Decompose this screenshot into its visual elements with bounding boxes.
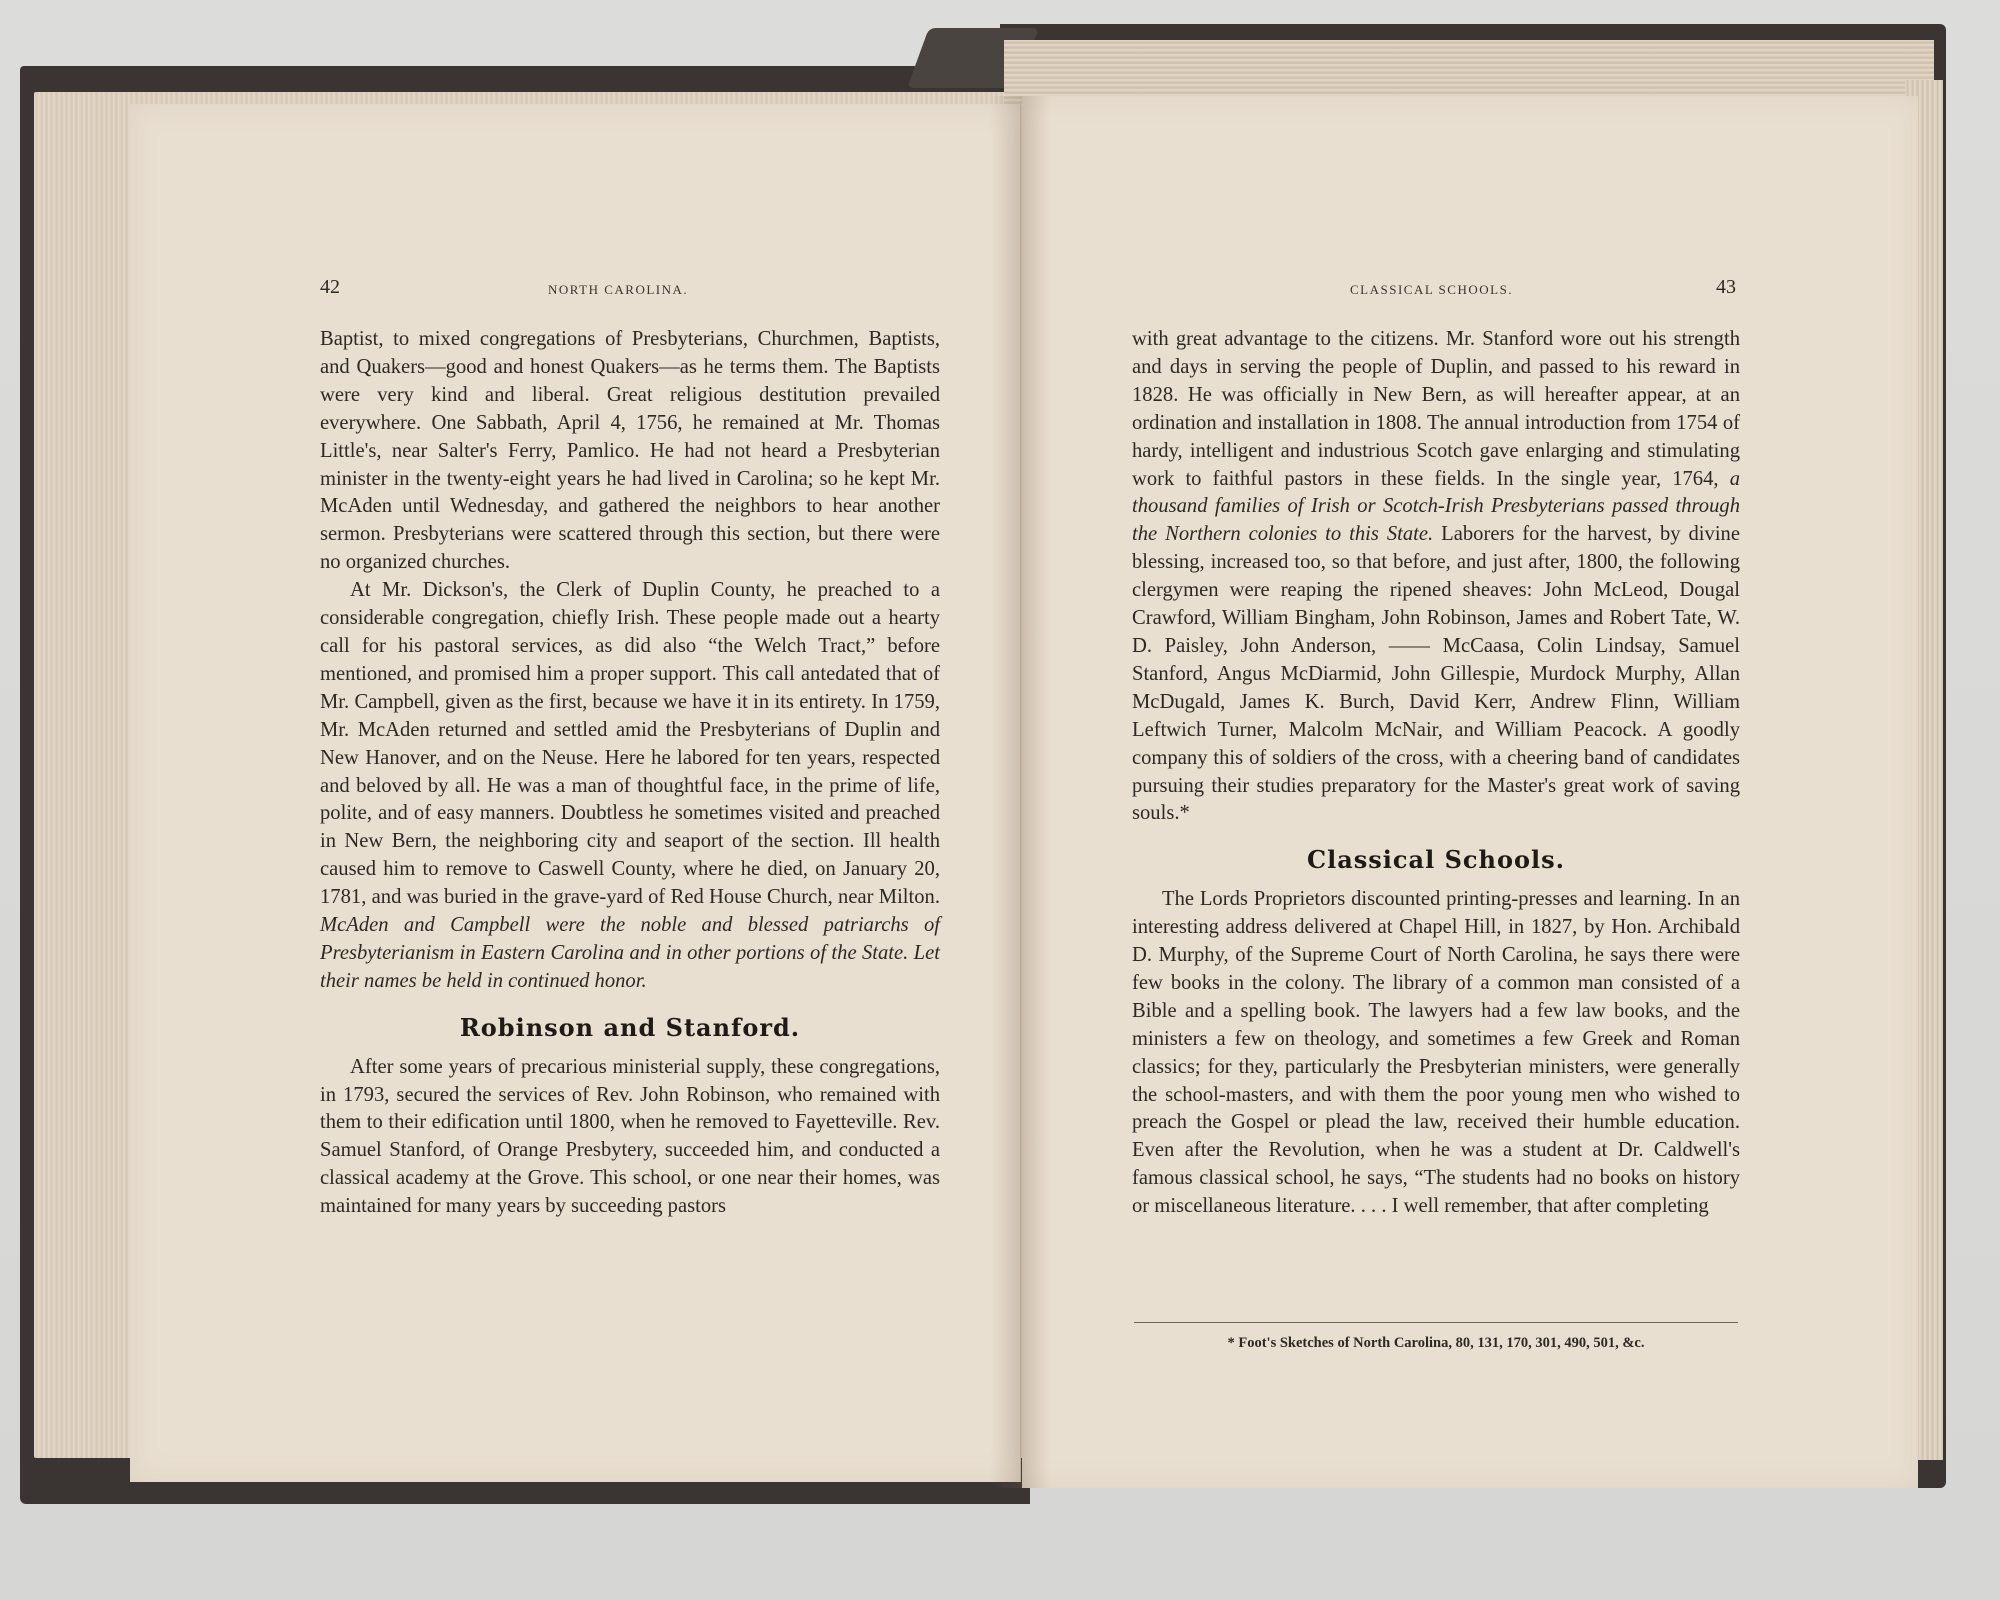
left-paragraph-3: After some years of precarious ministerial supply, these congregations, in 1793, secured the services of Rev. John Robinson, who remained with them to their edification until 1800, when he removed to Fayetteville. Rev. Samuel Stanford, of Orange Presbytery, succeeded him, and conducted a classical academy at the Grove. This school, or one near their homes, was maintained for many years by succeeding pastors (320, 1055, 940, 1218)
right-paragraph-1-start: with great advantage to the citizens. Mr. Stanford wore out his strength and days in serving the people of Duplin, and passed to his reward in 1828. He was officially in New Bern, as will hereafter appear, at an ordination and installation in 1808. The annual introduction from 1754 of hardy, intelligent and industrious Scotch gave enlarging and stimulating work to faithful pastors in these fields. In the single year, 1764, (1132, 328, 1740, 490)
left-paragraph-2 (320, 577, 940, 996)
right-paragraph-1 (1132, 326, 1740, 828)
left-page-number: 42 (320, 276, 340, 298)
left-running-head: NORTH CAROLINA. (548, 282, 689, 297)
left-page-text (320, 326, 940, 1221)
right-page-text (1132, 326, 1740, 1221)
left-italic-tail: McAden and Campbell were the noble and blessed patriarchs of Presbyterianism in Eastern Carolina and in other portions of the State. Let their names be held in continued honor. (320, 914, 940, 992)
footnote: * Foot's Sketches of North Carolina, 80, 131, 170, 301, 490, 501, &c. (1227, 1335, 1645, 1351)
footnote-rule (1134, 1322, 1738, 1323)
right-italic-passage: a thousand families of Irish or Scotch-Irish Presbyterians passed through the Northern colonies to this State. (1132, 467, 1740, 546)
right-paragraph-2: The Lords Proprietors discounted printing-presses and learning. In an interesting address delivered at Chapel Hill, in 1827, by Hon. Archibald D. Murphy, of the Supreme Court of North Carolina, he says there were few books in the colony. The library of a common man consisted of a Bible and a spelling book. The lawyers had a few law books, and the ministers a few on theology, and sometimes a few Greek and Roman classics; for they, particularly the Presbyterian ministers, were generally the school-masters, and with them the poor young men who wished to preach the Gospel or plead the law, received their humble education. Even after the Revolution, when he was a student at Dr. Caldwell's famous classical school, he says, “The students had no books on history or miscellaneous literature. . . . I well remember, that after completing (1132, 888, 1740, 1218)
right-paragraph-1-end: Laborers for the harvest, by divine blessing, increased too, so that before, and just after, 1800, the following clergymen were reaping the ripened sheaves: John McLeod, Dougal Crawford, William Bingham, John Robinson, James and Robert Tate, W. D. Paisley, John Anderson, —— McCaasa, Colin Lindsay, Samuel Stanford, Angus McDiarmid, John Gillespie, Murdock Murphy, Allan McDugald, James K. Burch, David Kerr, Andrew Flinn, William Leftwich Turner, Malcolm McNair, and William Peacock. A goodly company this of soldiers of the cross, with a cheering band of candidates pursuing their studies preparatory for the Master's great work of saving souls.* (1132, 523, 1740, 825)
right-running-head: CLASSICAL SCHOOLS. (1350, 282, 1514, 297)
section-heading-classical-schools: Classical Schools. (1307, 845, 1565, 875)
section-heading-robinson: Robinson and Stanford. (459, 1012, 801, 1042)
left-paragraph-2-text: At Mr. Dickson's, the Clerk of Duplin County, he preached to a considerable congregation, chiefly Irish. These people made out a hearty call for his pastoral services, as did also “the Welch Tract,” before mentioned, and promised him a proper support. This call antedated that of Mr. Campbell, given as the first, because we have it in its entirety. In 1759, Mr. McAden returned and settled amid the Presbyterians of Duplin and New Hanover, and on the Neuse. Here he labored for ten years, respected and beloved by all. He was a man of thoughtful face, in the prime of life, polite, and of easy manners. Doubtless he sometimes visited and preached in New Bern, the neighboring city and seaport of the section. Ill health caused him to remove to Caswell County, where he died, on January 20, 1781, and was buried in the grave-yard of Red House Church, near Milton. (320, 579, 940, 909)
book-gutter (990, 96, 1050, 1488)
left-paragraph-1: Baptist, to mixed congregations of Presbyterians, Churchmen, Baptists, and Quakers—good and honest Quakers—as he terms them. The Baptists were very kind and liberal. Great religious destitution prevailed everywhere. One Sabbath, April 4, 1756, he remained at Mr. Thomas Little's, near Salter's Ferry, Pamlico. He had not heard a Presbyterian minister in the twenty-eight years he had lived in Carolina; so he kept Mr. McAden until Wednesday, and gathered the neighbors to hear another sermon. Presbyterians were scattered through this section, but there were no organized churches. (320, 328, 940, 574)
right-page-number: 43 (1716, 276, 1736, 298)
